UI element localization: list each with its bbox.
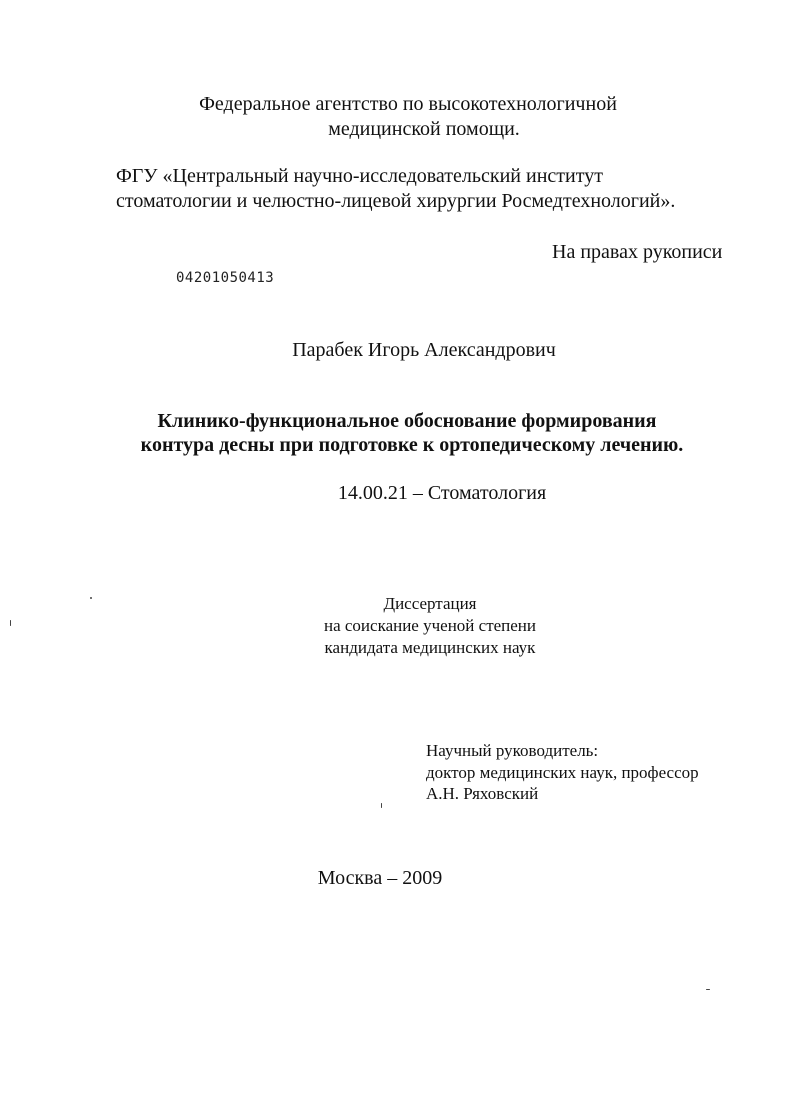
dissertation-title-line-1: Клинико-функциональное обоснование формирования	[157, 410, 657, 432]
agency-line-2: медицинской помощи.	[328, 118, 520, 140]
dissertation-title-line-2: контура десны при подготовке к ортопедическому лечению.	[140, 434, 684, 456]
degree-line-2: кандидата медицинских наук	[324, 638, 536, 657]
manuscript-note: На правах рукописи	[552, 241, 723, 263]
scan-speck	[10, 620, 11, 626]
place-year: Москва – 2009	[317, 867, 443, 889]
specialty-code: 14.00.21 – Стоматология	[337, 482, 547, 504]
degree-line-1: на соискание ученой степени	[323, 616, 537, 635]
scan-speck	[90, 597, 92, 599]
supervisor-label: Научный руководитель:	[426, 741, 599, 760]
supervisor-name: А.Н. Ряховский	[426, 784, 539, 803]
author-name: Парабек Игорь Александрович	[292, 339, 556, 361]
institute-line-1: ФГУ «Центральный научно-исследовательский институт	[116, 165, 603, 187]
dissertation-type: Диссертация	[383, 594, 477, 613]
scan-speck	[381, 803, 382, 808]
agency-line-1: Федеральное агентство по высокотехнологичной	[199, 93, 617, 115]
registration-number: 04201050413	[176, 270, 275, 286]
institute-line-2: стоматологии и челюстно-лицевой хирургии Росмедтехнологий».	[116, 190, 676, 212]
scan-speck	[706, 989, 710, 990]
supervisor-title: доктор медицинских наук, профессор	[426, 763, 699, 782]
